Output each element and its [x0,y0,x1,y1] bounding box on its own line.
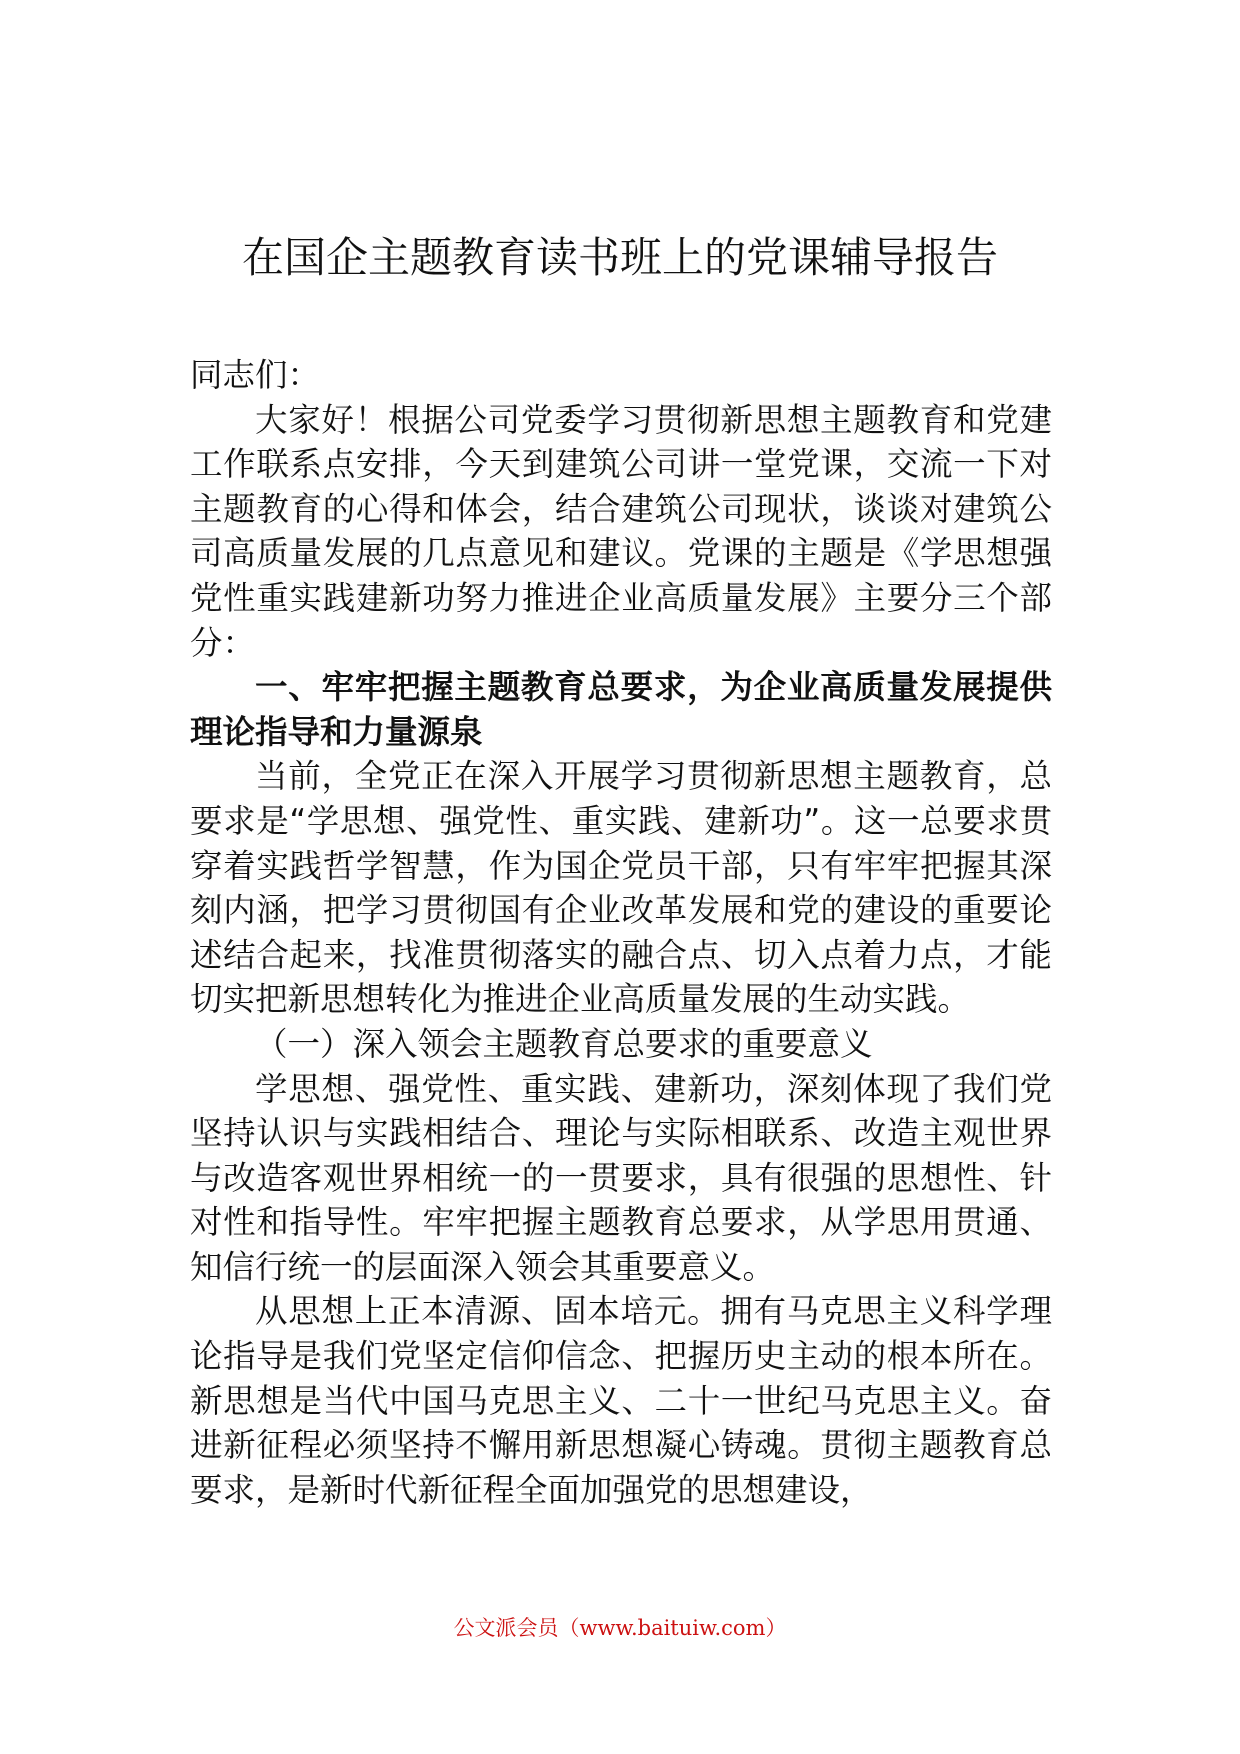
paragraph-subsection-1: 学思想、强党性、重实践、建新功，深刻体现了我们党坚持认识与实践相结合、理论与实际相联系、改造主观世界与改造客观世界相统一的一贯要求，具有很强的思想性、针对性和指导性。牢牢把握主题教育总要求，从学思用贯通、知信行统一的层面深入领会其重要意义。 [190,1069,1052,1286]
document-title: 在国企主题教育读书班上的党课辅导报告 [241,233,998,282]
paragraph-thought-foundation: 从思想上正本清源、固本培元。拥有马克思主义科学理论指导是我们党坚定信仰信念、把握历史主动的根本所在。新思想是当代中国马克思主义、二十一世纪马克思主义。奋进新征程必须坚持不懈用新思想凝心铸魂。贯彻主题教育总要求，是新时代新征程全面加强党的思想建设， [190,1292,1052,1509]
salutation: 同志们： [190,356,321,394]
section-heading-1: 一、牢牢把握主题教育总要求，为企业高质量发展提供理论指导和力量源泉 [190,668,1052,751]
subsection-heading-1: （一）深入领会主题教育总要求的重要意义 [255,1024,873,1063]
paragraph-section-1: 当前，全党正在深入开展学习贯彻新思想主题教育，总要求是“学思想、强党性、重实践、建新功”。这一总要求贯穿着实践哲学智慧，作为国企党员干部，只有牢牢把握其深刻内涵，把学习贯彻国有企业改革发展和党的建设的重要论述结合起来，找准贯彻落实的融合点、切入点着力点，才能切实把新思想转化为推进企业高质量发展的生动实践。 [190,757,1052,1019]
paragraph-intro: 大家好！根据公司党委学习贯彻新思想主题教育和党建工作联系点安排，今天到建筑公司讲一堂党课，交流一下对主题教育的心得和体会，结合建筑公司现状，谈谈对建筑公司高质量发展的几点意见和建议。党课的主题是《学思想强党性重实践建新功努力推进企业高质量发展》主要分三个部分： [190,400,1052,662]
document-body [190,353,1052,1512]
footer-watermark: 公文派会员（www.baituiw.com） [453,1616,787,1640]
